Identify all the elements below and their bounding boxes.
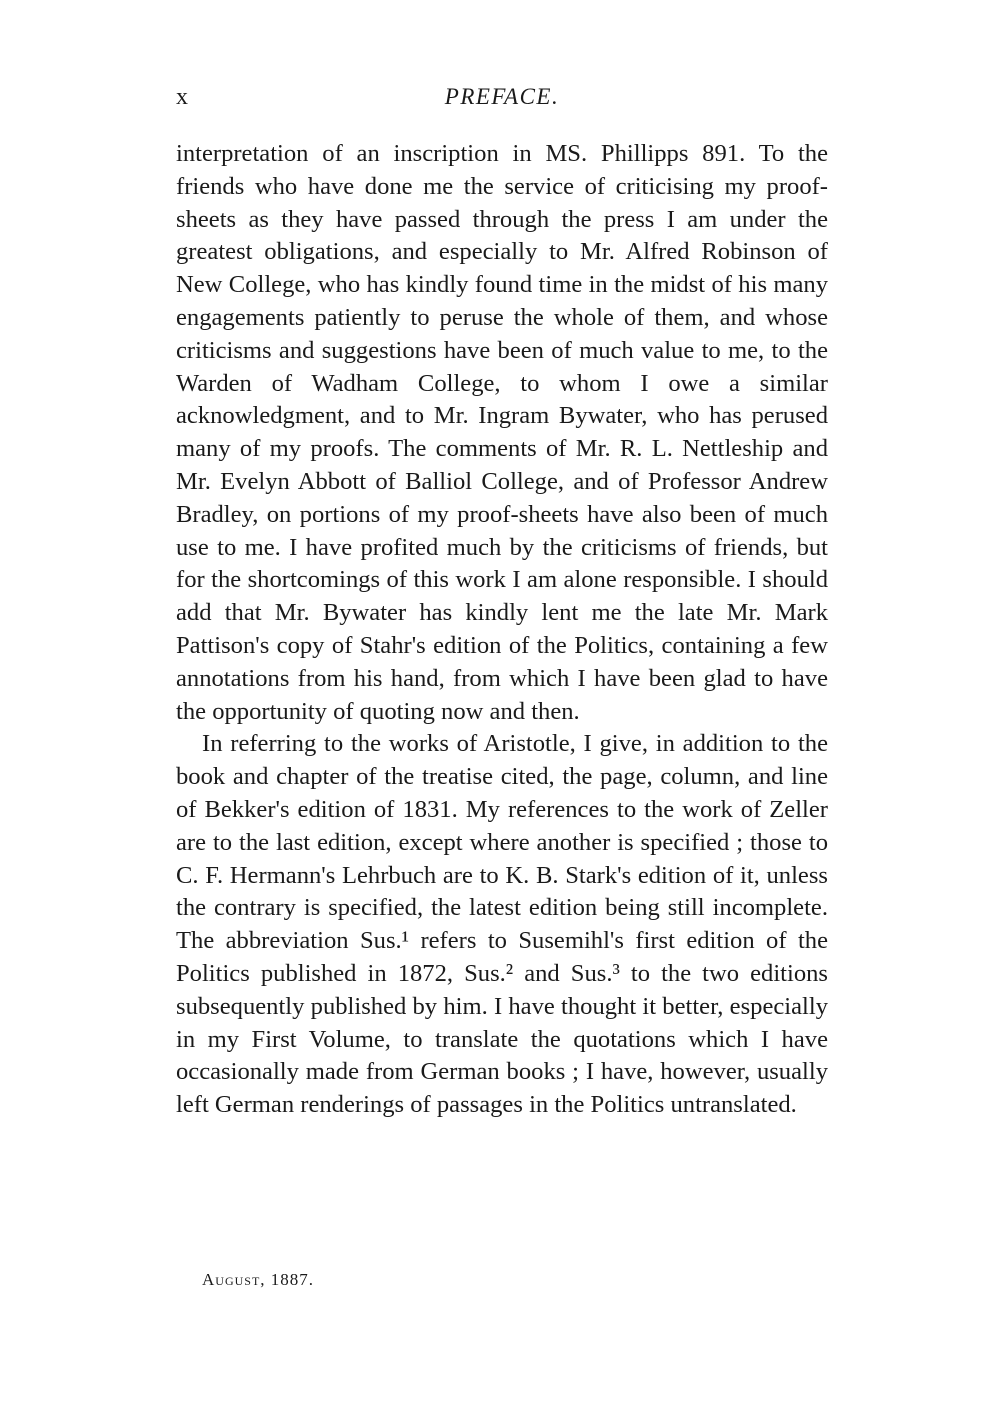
paragraph-1: interpretation of an inscription in MS. Phillipps 891. To the friends who have done me the service of criticising my proof-sheets as they have passed through the press I am under the greatest obligations, and especially to Mr. Alfred Robinson of New College, who has kindly found time in the midst of his many engagements patiently to peruse the whole of them, and whose criticisms and suggestions have been of much value to me, to the Warden of Wadham College, to whom I owe a similar acknowledgment, and to Mr. Ingram Bywater, who has perused many of my proofs. The comments of Mr. R. L. Nettleship and Mr. Evelyn Abbott of Balliol College, and of Professor Andrew Bradley, on portions of my proof-sheets have also been of much use to me. I have profited much by the criticisms of friends, but for the shortcomings of this work I am alone responsible. I should add that Mr. Bywater has kindly lent me the late Mr. Mark Pattison's copy of Stahr's edition of the Politics, containing a few annotations from his hand, from which I have been glad to have the opportunity of quoting now and then. [176, 140, 828, 725]
page-number: x [176, 84, 189, 110]
paragraph-2: In referring to the works of Aristotle, I give, in addition to the book and chapter of the treatise cited, the page, column, and line of Bekker's edition of 1831. My references to the work of Zeller are to the last edition, except where another is specified ; those to C. F. Hermann's Lehrbuch are to K. B. Stark's edition of it, unless the contrary is specified, the latest edition being still incomplete. The abbreviation Sus.¹ refers to Susemihl's first edition of the Politics published in 1872, Sus.² and Sus.³ to the two editions subsequently published by him. I have thought it better, especially in my First Volume, to translate the quotations which I have occasionally made from German books ; I have, however, usually left German renderings of passages in the Politics untranslated. [176, 730, 828, 1119]
running-title: PREFACE. [444, 84, 560, 109]
signature-date: August, 1887. [202, 1270, 315, 1289]
body-text [176, 138, 828, 1122]
running-head [176, 84, 828, 114]
